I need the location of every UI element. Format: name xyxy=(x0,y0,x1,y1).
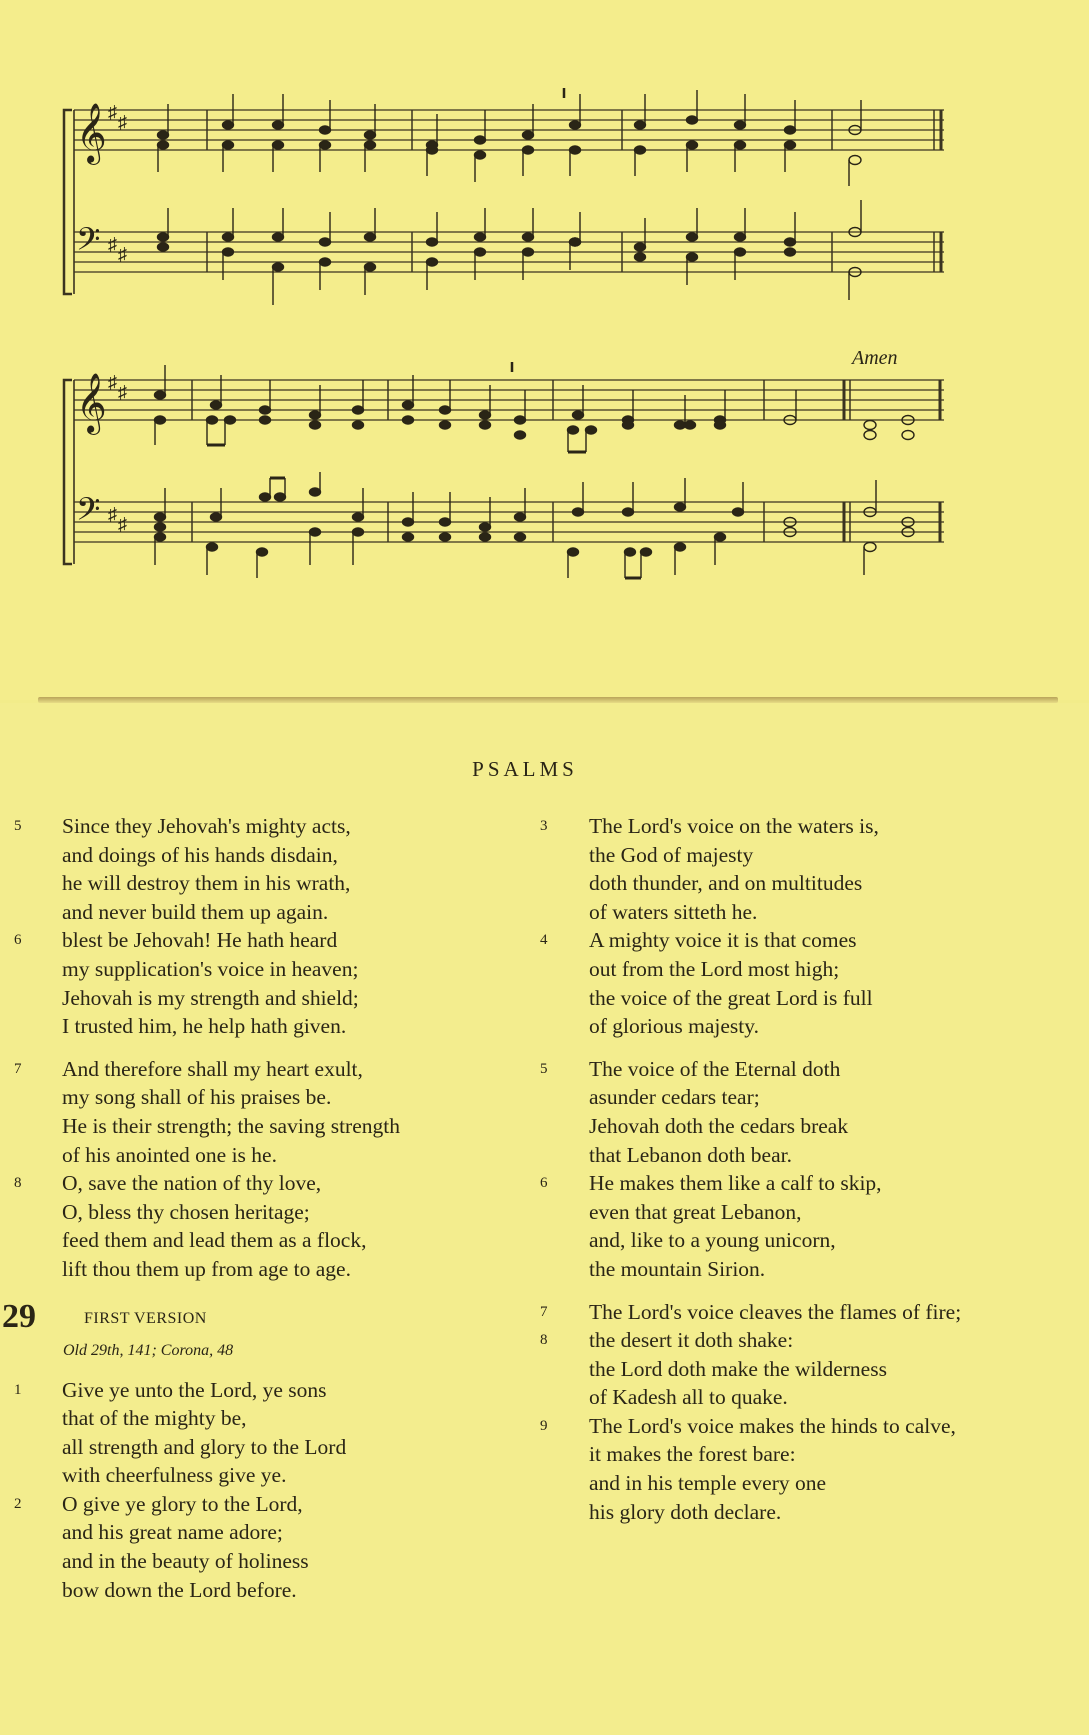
verse-line: that Lebanon doth bear. xyxy=(589,1142,792,1167)
verse-left-5 xyxy=(0,812,520,926)
verse-line: The Lord's voice makes the hinds to calve, xyxy=(589,1413,956,1438)
bass-clef-icon: 𝄢 xyxy=(76,223,101,265)
verse-line: of waters sitteth he. xyxy=(589,899,758,924)
verse-number: 7 xyxy=(14,1060,22,1077)
verse-29-1 xyxy=(0,1376,520,1490)
verse-line: feed them and lead them as a flock, xyxy=(62,1228,367,1253)
amen-label: Amen xyxy=(852,347,898,369)
verse-line: my song shall of his praises be. xyxy=(62,1085,332,1110)
stanza-group-r1 xyxy=(526,812,1066,1041)
staff-bass-2 xyxy=(74,502,944,542)
page-heading: PSALMS xyxy=(472,757,578,781)
verse-number: 7 xyxy=(540,1303,548,1320)
verse-line: bow down the Lord before. xyxy=(62,1577,297,1602)
verse-right-5 xyxy=(526,1055,1066,1169)
key-sharp-icon: ♯ xyxy=(108,102,117,122)
verse-line: The Lord's voice cleaves the flames of fire; xyxy=(589,1299,962,1324)
notes-treble-2 xyxy=(155,365,915,452)
verse-line: Give ye unto the Lord, ye sons xyxy=(62,1377,327,1402)
treble-clef-icon-2: 𝄞 xyxy=(76,375,107,432)
verse-number: 8 xyxy=(14,1175,22,1192)
verse-line: out from the Lord most high; xyxy=(589,956,840,981)
verse-line: The Lord's voice on the waters is, xyxy=(589,814,879,838)
verse-number: 1 xyxy=(14,1381,22,1398)
psalm-version: FIRST VERSION xyxy=(84,1309,207,1327)
verse-line: O give ye glory to the Lord, xyxy=(62,1491,303,1516)
verse-line: the desert it doth shake: xyxy=(589,1328,794,1353)
verse-number: 9 xyxy=(540,1417,548,1434)
verse-line: his glory doth declare. xyxy=(589,1499,782,1524)
verse-line: and in his temple every one xyxy=(589,1471,827,1496)
verse-number: 8 xyxy=(540,1332,548,1349)
staff-treble-1 xyxy=(74,110,944,150)
verse-line: And therefore shall my heart exult, xyxy=(62,1056,363,1081)
verse-line: even that great Lebanon, xyxy=(589,1199,802,1224)
verse-right-9 xyxy=(526,1412,1066,1526)
svg-text:♯: ♯ xyxy=(108,504,117,524)
stanza-group-2 xyxy=(0,1055,520,1284)
verse-line: of his anointed one is he. xyxy=(62,1142,277,1167)
verse-line: the Lord doth make the wilderness xyxy=(589,1356,887,1381)
svg-text:♯: ♯ xyxy=(118,514,127,534)
verse-number: 3 xyxy=(540,818,548,834)
verse-line: and never build them up again. xyxy=(62,899,329,924)
verse-line: with cheerfulness give ye. xyxy=(62,1463,287,1488)
svg-text:♯: ♯ xyxy=(108,372,117,392)
verse-line: of glorious majesty. xyxy=(589,1014,759,1039)
verse-left-6 xyxy=(0,926,520,1040)
svg-text:♯: ♯ xyxy=(108,234,117,254)
verse-line: I trusted him, he help hath given. xyxy=(62,1014,347,1039)
notes-treble-1 xyxy=(158,90,862,186)
verse-line: A mighty voice it is that comes xyxy=(589,928,857,953)
system-2 xyxy=(64,380,944,564)
verse-right-8 xyxy=(526,1326,1066,1412)
verse-line: and, like to a young unicorn, xyxy=(589,1228,836,1253)
verse-line: my supplication's voice in heaven; xyxy=(62,956,359,981)
verse-line: The voice of the Eternal doth xyxy=(589,1056,841,1081)
verse-line: the God of majesty xyxy=(589,842,754,867)
verse-line: doth thunder, and on multitudes xyxy=(589,871,863,896)
verse-line: He makes them like a calf to skip, xyxy=(589,1171,882,1196)
verse-line: Jehovah is my strength and shield; xyxy=(62,985,359,1010)
verse-number: 5 xyxy=(540,1060,548,1077)
staff-treble-2 xyxy=(74,380,944,420)
psalm-tunes: Old 29th, 141; Corona, 48 xyxy=(63,1341,234,1359)
verse-line: and in the beauty of holiness xyxy=(62,1549,309,1574)
verse-line: asunder cedars tear; xyxy=(589,1085,760,1110)
verse-line: O, bless thy chosen heritage; xyxy=(62,1199,310,1224)
psalm-29-header xyxy=(0,1298,520,1376)
verse-29-2 xyxy=(0,1490,520,1604)
verse-line: and doings of his hands disdain, xyxy=(62,842,338,867)
verse-line: the voice of the great Lord is full xyxy=(589,985,873,1010)
stanza-group-r3 xyxy=(526,1298,1066,1527)
psalm-number: 29 xyxy=(2,1297,36,1335)
verse-left-8 xyxy=(0,1169,520,1283)
stanza-group-1 xyxy=(0,812,520,1041)
verse-number: 5 xyxy=(14,818,22,834)
barlines-1 xyxy=(207,110,941,272)
verse-right-4 xyxy=(526,926,1066,1040)
system-1 xyxy=(64,110,944,294)
verse-right-3 xyxy=(526,812,1066,926)
treble-clef-icon: 𝄞 xyxy=(76,105,107,162)
music-score xyxy=(0,0,1089,700)
verse-line: Since they Jehovah's mighty acts, xyxy=(62,814,351,838)
notes-bass-2 xyxy=(155,472,915,578)
left-column xyxy=(0,812,520,1604)
note-heads xyxy=(155,90,915,578)
verse-number: 6 xyxy=(14,932,22,949)
svg-text:♯: ♯ xyxy=(118,382,127,402)
verse-number: 6 xyxy=(540,1175,548,1192)
staff-bass-1 xyxy=(74,232,944,272)
verse-right-6 xyxy=(526,1169,1066,1283)
svg-text:♯: ♯ xyxy=(118,244,127,264)
verse-line: He is their strength; the saving strength xyxy=(62,1113,400,1138)
svg-text:♯: ♯ xyxy=(118,112,127,132)
bass-clef-icon-2: 𝄢 xyxy=(76,493,101,535)
verse-line: Jehovah doth the cedars break xyxy=(589,1113,849,1138)
verse-number: 4 xyxy=(540,932,548,949)
stanza-group-r2 xyxy=(526,1055,1066,1284)
verse-line: it makes the forest bare: xyxy=(589,1442,796,1467)
music-score-area xyxy=(0,0,1089,700)
verse-left-7 xyxy=(0,1055,520,1169)
verse-right-7 xyxy=(526,1298,1066,1327)
verse-line: of Kadesh all to quake. xyxy=(589,1385,788,1410)
barlines-2 xyxy=(192,380,940,542)
verse-line: he will destroy them in his wrath, xyxy=(62,871,351,896)
right-column xyxy=(526,812,1066,1526)
verse-line: blest be Jehovah! He hath heard xyxy=(62,928,338,953)
verse-line: O, save the nation of thy love, xyxy=(62,1171,322,1196)
verse-line: and his great name adore; xyxy=(62,1520,283,1545)
verse-line: all strength and glory to the Lord xyxy=(62,1434,347,1459)
psalm-29-verses xyxy=(0,1376,520,1605)
verse-line: the mountain Sirion. xyxy=(589,1256,766,1281)
verse-line: lift thou them up from age to age. xyxy=(62,1256,351,1281)
verse-line: that of the mighty be, xyxy=(62,1406,247,1431)
verse-number: 2 xyxy=(14,1495,22,1512)
